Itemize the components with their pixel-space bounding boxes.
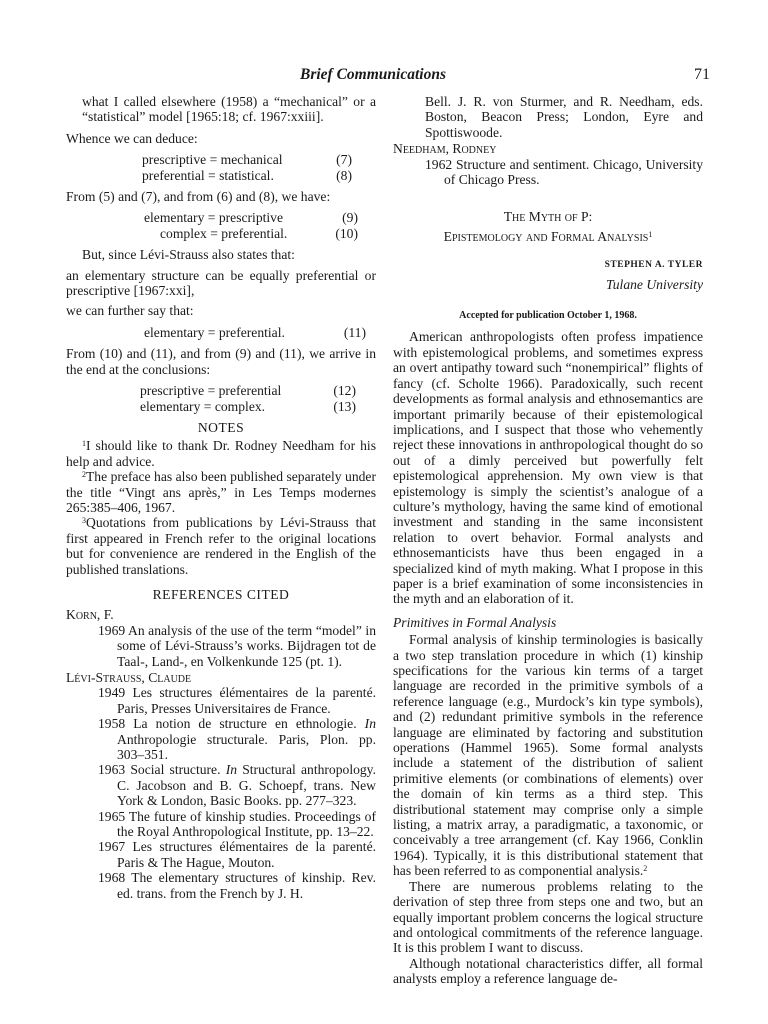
paragraph-4: Although notational characteristics differ, all formal analysts employ a reference language de- xyxy=(393,955,703,987)
article-author: STEPHEN A. TYLER xyxy=(604,260,703,271)
from-text-2: From (10) and (11), and from (9) and (11), we arrive in the end at the conclusions: xyxy=(66,346,376,377)
further-text: we can further say that: xyxy=(66,303,194,319)
ref-levi-1958: 1958 La notion de structure en ethnologie. In Anthropologie structurale. Paris, Plon. pp. 303–351. xyxy=(98,716,376,763)
equation-8: preferential = statistical. (8) xyxy=(142,167,352,183)
note-2: $^2$The preface has also been published separately under the title “Vingt ans après,” in Les Temps modernes 265:385–406, 1967. xyxy=(66,469,376,515)
ref-author-korn: Korn, F. xyxy=(66,607,114,623)
notes-heading: NOTES xyxy=(197,419,245,435)
author-affiliation: Tulane University xyxy=(605,276,703,292)
equation-11-block xyxy=(144,325,366,340)
left-column xyxy=(66,94,376,901)
ref-levi-1963: 1963 Social structure. In Structural anthropology. C. Jacobson and B. G. Schoepf, trans. New York & London, Basic Books. pp. 277–323. xyxy=(98,762,376,809)
paragraph-1: American anthropologists often profess impatience with epistemological problems, and sometimes express an overt antipathy toward such “nonempirical” flights of fancy (cf. Scholte 1966). Paradoxically, such recent developments as formal analysis and ethnosemantics are important primarily because of their epistemological implications, and I suspect that those who vehemently reject these innovations in anthropological thought do so out of a dimly perceived but powerfully felt epistemological apprehension. My own view is that epistemology is simply the scientist’s analogue of a culture’s mythology, having the same kind of emotional investment and standing in the same inconsistent relation to overt behavior. Formal analysts and ethnosemanticists have thus been engaged in a specialized kind of myth making. What I propose in this paper is a brief examination of some inconsistencies in the myth and an elaboration of it. xyxy=(393,329,703,607)
equation-10: complex = preferential. (10) xyxy=(160,225,358,241)
equation-9: elementary = prescriptive (9) xyxy=(144,210,358,226)
section-subheading: Primitives in Formal Analysis xyxy=(393,614,557,630)
article-title-line-2: Epistemology and Formal Analysis$^1$ xyxy=(443,228,653,244)
ref-levi-1949: 1949 Les structures élémentaires de la parenté. Paris, Presses Universitaires de France. xyxy=(98,685,376,716)
references-heading: REFERENCES CITED xyxy=(152,586,290,602)
article-title-line-1: The Myth of P: xyxy=(503,209,593,225)
equation-7: prescriptive = mechanical (7) xyxy=(142,152,352,168)
ref-needham-1962: 1962 Structure and sentiment. Chicago, University of Chicago Press. xyxy=(425,156,703,188)
equations-12-13 xyxy=(140,383,356,414)
ref-levi-1967: 1967 Les structures élémentaires de la parenté. Paris & The Hague, Mouton. xyxy=(98,839,376,870)
paragraph-3: There are numerous problems relating to the derivation of step three from steps one and two, but an equally important problem concerns the logical structure and ontological commitments of the reference language. It is this problem I want to discuss. xyxy=(393,878,703,956)
whence-text: Whence we can deduce: xyxy=(66,130,198,146)
ref-author-levi-strauss: Lévi-Strauss, Claude xyxy=(66,670,192,685)
note-1: $^1$I should like to thank Dr. Rodney Needham for his help and advice. xyxy=(66,438,376,469)
equation-13: elementary = complex. (13) xyxy=(140,398,356,414)
page-number: 71 xyxy=(694,66,710,83)
ref-levi-1965: 1965 The future of kinship studies. Proceedings of the Royal Anthropological Institute, pp. 13–22. xyxy=(98,808,376,840)
but-text: But, since Lévi-Strauss also states that: xyxy=(82,247,295,263)
ref-levi-1968-cont: Bell. J. R. von Sturmer, and R. Needham, eds. Boston, Beacon Press; London, Eyre and Spottiswoode. xyxy=(425,94,703,140)
ref-levi-1968: 1968 The elementary structures of kinship. Rev. ed. trans. from the French by J. H. xyxy=(98,870,376,901)
equations-9-10 xyxy=(144,210,358,241)
quote-text: an elementary structure can be equally preferential or prescriptive [1967:xxi], xyxy=(66,267,376,299)
accepted-date: Accepted for publication October 1, 1968. xyxy=(459,310,637,322)
intro-text: what I called elsewhere (1958) a “mechanical” or a “statistical” model [1965:18; cf. 1967:xxiii]. xyxy=(82,94,376,125)
note-3: $^3$Quotations from publications by Lévi-Strauss that first appeared in French refer to the original locations but for convenience are rendered in the English of the published translations. xyxy=(66,515,376,577)
paragraph-2: Formal analysis of kinship terminologies is basically a two step translation procedure in which (1) kinship specifications for the various kin terms of a target language are recorded in the primitive symbols of a reference language (e.g., Murdock’s kin type symbols), and (2) redundant primitive symbols in the reference language are eliminated by factoring and substitution operations (Hammel 1965). Some formal analysts include a statement of the distribution of salient primitive elements (or combinations of elements) over the domain of kin terms as a third step. This distributional statement may comprise only a simple listing, a matrix array, a paradigmatic, a taxonomic, or conceivably a tree arrangement (cf. Kay 1966, Conklin 1964). Typically, it is this distributional statement that has been referred to as componential analysis.$^2$ xyxy=(393,632,703,879)
ref-korn-1969: 1969 An analysis of the use of the term “model” in some of Lévi-Strauss’s works. Bijdragen tot de Taal-, Land-, en Volkenkunde 125 (pt. 1). xyxy=(98,622,376,669)
right-column xyxy=(393,94,703,987)
equation-12: prescriptive = preferential (12) xyxy=(140,383,356,399)
equations-7-8 xyxy=(142,152,352,183)
equation-11: elementary = preferential. (11) xyxy=(144,324,366,340)
running-title: Brief Communications xyxy=(300,66,446,83)
running-header xyxy=(300,66,710,86)
from-text-1: From (5) and (7), and from (6) and (8), we have: xyxy=(66,189,331,205)
ref-author-needham: Needham, Rodney xyxy=(393,141,497,157)
